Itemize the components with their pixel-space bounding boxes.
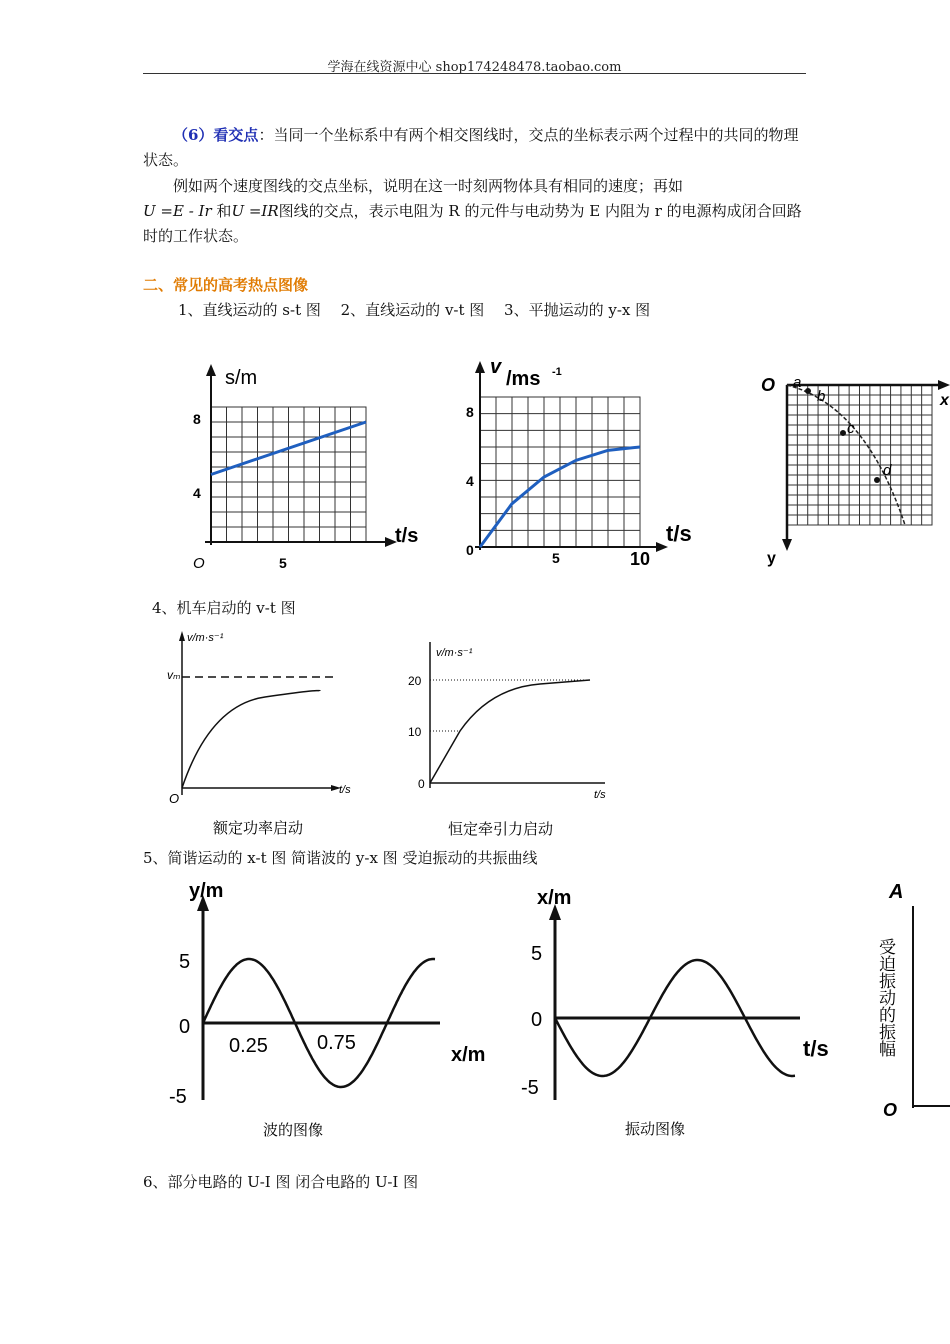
st-origin: O — [193, 555, 205, 572]
example-paragraph — [143, 174, 808, 249]
car-rated-power-chart — [155, 625, 380, 840]
car1-origin: O — [169, 791, 180, 806]
yx-point-b — [805, 388, 811, 394]
vibration-chart — [515, 880, 860, 1145]
yx-origin: O — [761, 375, 776, 395]
vib-tick-0: 0 — [531, 1009, 543, 1031]
example-text-2: 图线的交点，表示电阻为 R 的元件与电动势为 E 内阻为 r 的电源构成闭合回路时的工作状态。 — [143, 202, 802, 245]
wave-tick-n5: -5 — [169, 1086, 187, 1108]
car-constant-force-chart — [400, 638, 625, 840]
vt-ylabel-v: v — [490, 356, 502, 378]
car2-xlabel: t/s — [594, 789, 606, 801]
wave-tick-025: 0.25 — [229, 1035, 268, 1057]
car1-xlabel: t/s — [339, 784, 351, 796]
resonance-chart — [865, 878, 950, 1123]
wave-xlabel: x/m — [451, 1044, 486, 1066]
equation-1: U =E - Ir — [143, 202, 212, 220]
st-tick-4: 4 — [193, 485, 201, 501]
yx-point-c — [840, 430, 846, 436]
res-origin: O — [883, 1100, 898, 1120]
vt-xlabel: t/s — [666, 521, 692, 546]
item6-heading: 6、部分电路的 U-I 图 闭合电路的 U-I 图 — [143, 1173, 419, 1191]
vt-tick-5: 5 — [552, 550, 560, 566]
and-text: 和 — [216, 202, 232, 220]
vib-tick-n5: -5 — [521, 1077, 539, 1099]
st-y-arrow — [206, 364, 216, 376]
wave-tick-075: 0.75 — [317, 1032, 356, 1054]
yx-ylabel: y — [767, 550, 776, 567]
vib-caption: 振动图像 — [625, 1121, 686, 1138]
wave-tick-0: 0 — [179, 1016, 191, 1038]
item4-heading: 4、机车启动的 v-t 图 — [152, 599, 296, 617]
res-vertical-label: 受迫振动的振幅 — [875, 938, 895, 1057]
wave-chart — [165, 875, 505, 1145]
car1-curve — [182, 691, 320, 788]
yx-label-c: c — [847, 420, 855, 437]
car1-vm-label: vₘ — [167, 668, 181, 682]
section2-title: 二、常见的高考热点图像 — [143, 276, 309, 294]
st-grid — [211, 407, 366, 542]
vt-tick-10: 10 — [630, 549, 651, 569]
car1-ylabel: v/m·s⁻¹ — [187, 632, 224, 644]
yx-xlabel: x — [940, 392, 949, 409]
car2-tick-10: 10 — [408, 725, 422, 739]
header-rule — [143, 73, 806, 74]
vt-tick-0: 0 — [466, 542, 474, 558]
yx-chart — [755, 365, 950, 575]
item5-heading: 5、简谐运动的 x-t 图 简谐波的 y-x 图 受迫振动的共振曲线 — [143, 849, 538, 867]
st-tick-8: 8 — [193, 411, 201, 427]
res-ylabel: A — [889, 881, 904, 903]
wave-caption: 波的图像 — [263, 1122, 324, 1139]
vt-tick-8: 8 — [466, 404, 474, 420]
car1-caption: 额定功率启动 — [213, 820, 304, 837]
car2-tick-20: 20 — [408, 674, 422, 688]
items-line: 1、直线运动的 s-t 图 2、直线运动的 v-t 图 3、平抛运动的 y-x 图 — [178, 301, 651, 319]
vib-xlabel: t/s — [803, 1036, 829, 1061]
example-text-1: 例如两个速度图线的交点坐标，说明在这一时刻两物体具有相同的速度；再如 — [173, 177, 684, 195]
car2-caption: 恒定牵引力启动 — [448, 821, 554, 838]
vt-y-arrow — [475, 361, 485, 373]
st-ylabel: s/m — [225, 367, 258, 389]
car1-y-arrow — [179, 631, 185, 641]
vib-ylabel: x/m — [537, 887, 572, 909]
section6-text: ：当同一个坐标系中有两个相交图线时，交点的坐标表示两个过程中的共同的物理状态。 — [143, 126, 799, 169]
vt-ylabel-sup: -1 — [552, 366, 562, 378]
wave-ylabel: y/m — [189, 880, 224, 902]
yx-grid — [787, 385, 932, 525]
vt-chart — [460, 355, 710, 575]
vt-ylabel-unit: /ms — [506, 368, 541, 390]
car2-ylabel: v/m·s⁻¹ — [436, 647, 473, 659]
yx-x-arrow — [938, 380, 950, 390]
yx-label-d: d — [883, 462, 892, 479]
yx-point-d — [874, 477, 880, 483]
vib-tick-5: 5 — [531, 943, 543, 965]
vt-tick-4: 4 — [466, 473, 474, 489]
yx-label-a: a — [793, 374, 802, 391]
car2-tick-0: 0 — [418, 777, 425, 791]
yx-y-arrow — [782, 539, 792, 551]
section6-label: （6）看交点 — [173, 126, 259, 144]
page-header: 学海在线资源中心 shop174248478.taobao.com — [327, 60, 622, 75]
wave-tick-5: 5 — [179, 951, 191, 973]
yx-label-b: b — [817, 388, 826, 405]
equation-2: U =IR — [231, 202, 279, 220]
st-xlabel: t/s — [395, 525, 419, 547]
st-tick-5: 5 — [279, 555, 287, 571]
st-chart — [185, 360, 430, 575]
section6-paragraph — [143, 123, 808, 173]
vt-grid — [480, 397, 640, 547]
